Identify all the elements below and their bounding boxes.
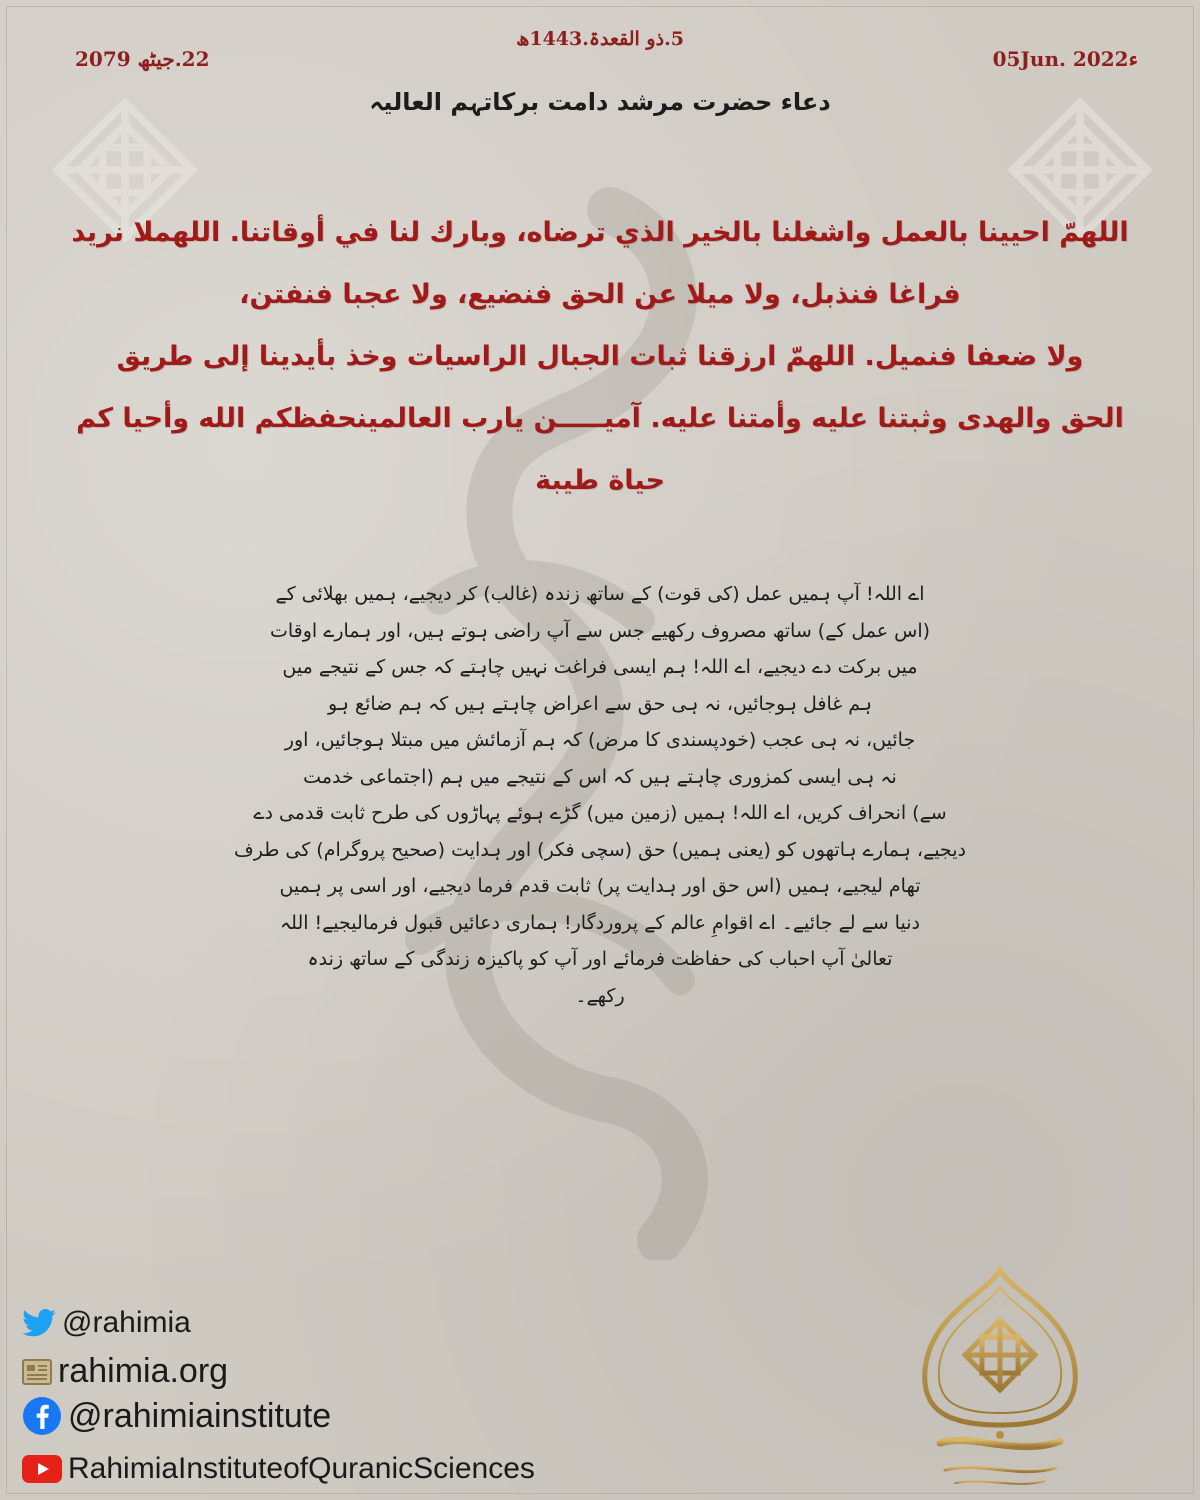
arabic-line: حياة طيبة [535,465,665,496]
twitter-handle: @rahimia [62,1306,191,1339]
youtube-link[interactable] [22,1452,535,1486]
arabic-line: الحق والهدى وثبتنا عليه وأمتنا عليه. آميـــــن يارب العالمينحفظكم الله وأحيا كم [76,403,1124,434]
arabic-line: ولا ضعفا فنميل. اللهمّ ارزقنا ثبات الجبال الراسيات وخذ بأيدينا إلى طريق [116,341,1084,372]
web-icon [22,1359,52,1385]
urdu-line: سے) انحراف کریں، اے اللہ! ہمیں (زمین میں) گڑے ہوئے پہاڑوں کی طرح ثابت قدمی دے [253,802,947,824]
facebook-link[interactable] [22,1396,331,1436]
urdu-line: تعالیٰ آپ احباب کی حفاظت فرمائے اور آپ کو پاکیزہ زندگی کے ساتھ زندہ [307,948,893,970]
date-bikrami: 22.جیٹھ 2079 [75,47,210,71]
arabic-line: اللهمّ احيينا بالعمل واشغلنا بالخير الذي ترضاه، وبارك لنا في أوقاتنا. اللهملا نريد [71,217,1129,248]
page-title: دعاء حضرت مرشد دامت برکاتہم العالیہ [369,88,831,116]
urdu-translation-text [150,576,1050,1014]
urdu-line: رکھے۔ [575,984,625,1007]
website-url: rahimia.org [58,1352,229,1390]
urdu-line: ہم غافل ہوجائیں، نہ ہی حق سے اعراض چاہتے ہیں کہ ہم ضائع ہو [327,692,873,715]
urdu-line: تھام لیجیے، ہمیں (اس حق اور ہدایت پر) ثابت قدم فرما دیجیے، اور اسی پر ہمیں [279,875,921,897]
youtube-channel: RahimiaInstituteofQuranicSciences [68,1452,535,1485]
urdu-line: (اس عمل کے) ساتھ مصروف رکھیے جس سے آپ راضی ہوتے ہیں، اور ہمارے اوقات [269,619,931,642]
urdu-line: جائیں، نہ ہی عجب (خودپسندی کا مرض) کہ ہم آزمائش میں مبتلا ہوجائیں، اور [284,729,916,751]
twitter-icon [22,1309,56,1337]
rahimia-institute-logo [900,1265,1100,1495]
facebook-handle: @rahimiainstitute [68,1396,332,1435]
date-gregorian: 05Jun. 2022ء [992,47,1138,71]
urdu-line: دیجیے، ہمارے ہاتھوں کو (یعنی ہمیں) حق (سچی فکر) اور ہدایت (صحیح پروگرام) کی طرف [234,838,966,861]
facebook-icon [22,1396,62,1436]
date-hijri: 5.ذو القعدۃ.1443ھ [516,28,684,50]
urdu-line: میں برکت دے دیجیے، اے اللہ! ہم ایسی فراغت نہیں چاہتے کہ جس کے نتیجے میں [282,656,918,678]
youtube-icon [22,1455,62,1483]
website-link[interactable] [22,1352,228,1391]
twitter-link[interactable] [22,1306,191,1340]
arabic-line: فراغا فنذبل، ولا ميلا عن الحق فنضيع، ولا عجبا فنفتن، [239,279,961,310]
urdu-line: نہ ہی ایسی کمزوری چاہتے ہیں کہ اس کے نتیجے میں ہم (اجتماعی خدمت [303,765,897,788]
urdu-line: دنیا سے لے جائیے۔ اے اقوامِ عالم کے پروردگار! ہماری دعائیں قبول فرمالیجیے! اللہ [280,911,920,934]
arabic-dua-text [70,202,1130,512]
urdu-line: اے اللہ! آپ ہمیں عمل (کی قوت) کے ساتھ زندہ (غالب) کر دیجیے، ہمیں بھلائی کے [275,583,925,605]
